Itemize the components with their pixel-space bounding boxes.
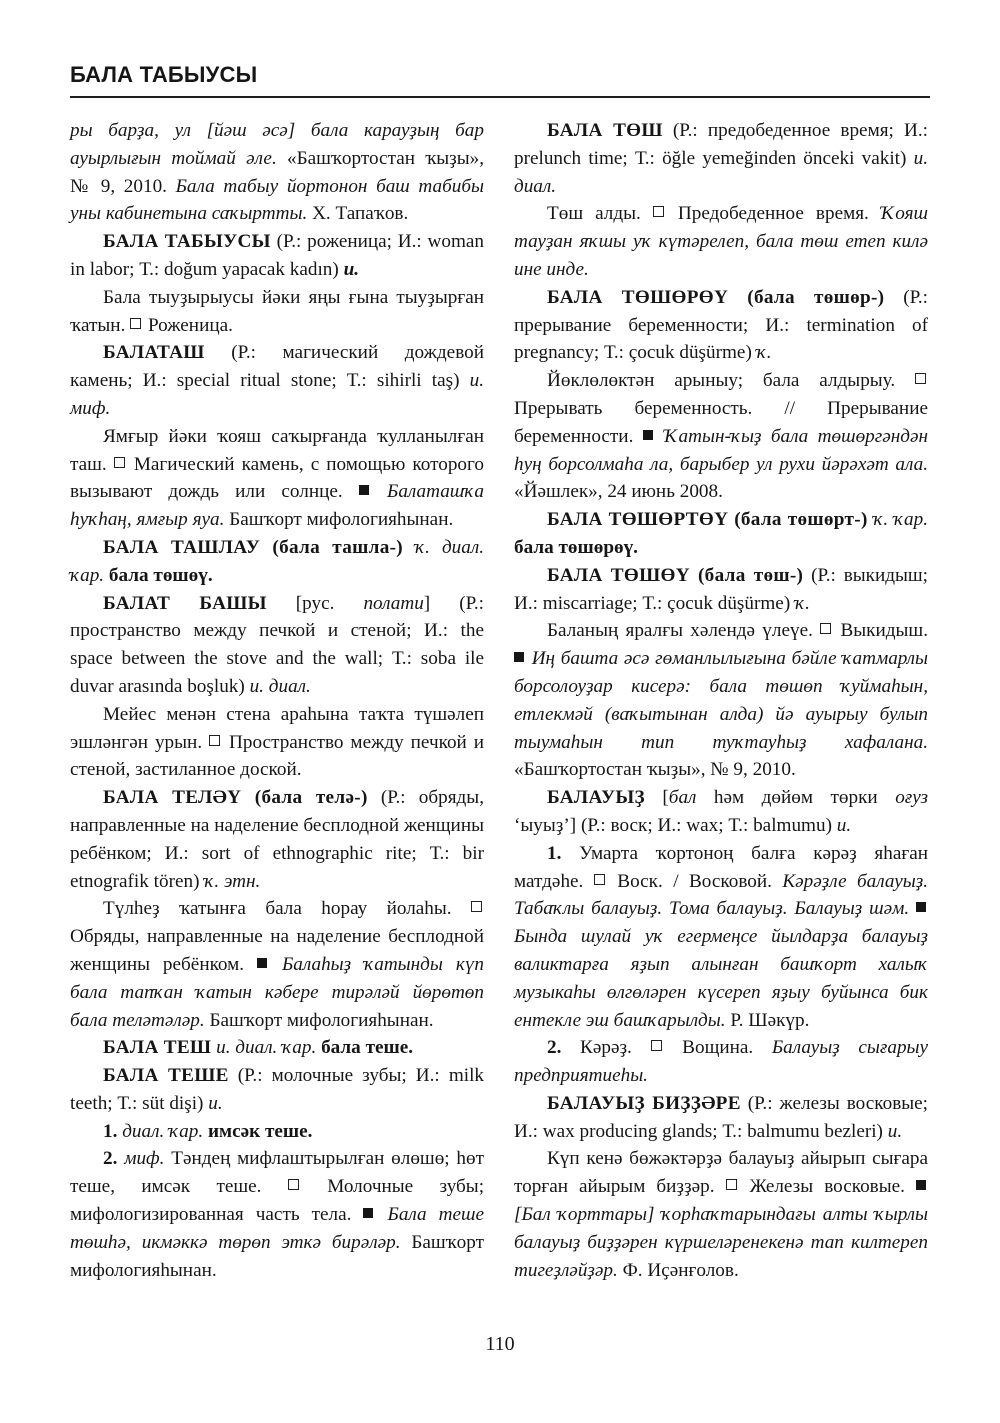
translation-marker-icon [651, 1040, 662, 1051]
entry-balatash [70, 339, 484, 422]
entry-text: Х. Тапаҡов. [312, 203, 409, 225]
entry-bala-teshe [70, 1062, 484, 1118]
entry-text: Түлһеҙ ҡатынға бала һорау йолаһы. [103, 898, 452, 920]
entry-text: бала теше. [321, 1037, 414, 1059]
entry-text: (Р.: роженица; И.: woman in labor; Т.: doğum yapacak kadın) [70, 231, 485, 280]
entry-text: Балаташҡа һуҡһаң, ямғыр яуа. [70, 481, 485, 531]
entry-text: 1. [547, 842, 562, 864]
entry-text: ҡ. этн. [204, 870, 261, 892]
entry-text: Железы восковые. [749, 1176, 905, 1198]
entry-text: Мейес менән стена араһына таҡта түшәлеп эшләнгән урын. [70, 703, 484, 753]
entry-text: Иң башта әсә гөманлылығына бәйле ҡатмарлы борсолоуҙар кисерә: бала төшөп ҡуймаһын, етлекмәй (ваҡытынан алда) йә ауырыу булып тыумаһын тип туҡтауһыҙ хафалана. [514, 648, 929, 753]
entry-text: Ҡатын-ҡыҙ бала төшөргәндән һуң борсолмаһа ла, барыбер ул рухи йәрәхәт ала. [514, 425, 929, 475]
entry-text: Умарта ҡортоноң балға кәрәҙ яһаған матдәһе. [514, 842, 929, 892]
entry-bala-toshoy [514, 562, 928, 618]
headword: БАЛА ТЕЛӘҮ (бала телә-) [103, 787, 368, 809]
entry-bala-toshoroy-example [514, 367, 928, 506]
headword: БАЛА ТЕШЕ [103, 1065, 229, 1087]
entry-text: и. [343, 258, 360, 280]
entry-text: 2. [103, 1148, 118, 1170]
entry-text: ҡ. [756, 342, 772, 364]
entry-balauyz [514, 784, 928, 840]
entry-text: Бала теше төшһә, икмәккә төрөп эткә бирәләр. [70, 1204, 485, 1253]
entry-bala-tosh-example [514, 200, 928, 283]
entry-bala-tashlau [70, 534, 484, 590]
entry-text: ҡ. ҡар. [873, 509, 928, 531]
entry-text: Молочные зубы; мифологизированная часть тела. [70, 1176, 485, 1226]
entry-balat-bashy [70, 590, 484, 701]
entry-balauyz-sense-2 [514, 1034, 928, 1090]
entry-text: Вощина. [682, 1037, 754, 1059]
entry-text: полати [363, 592, 424, 614]
entry-text: ] [423, 592, 431, 614]
entry-text: Воск. / Восковой. [617, 870, 772, 892]
translation-marker-icon [471, 901, 482, 912]
entry-bala-tesh [70, 1034, 484, 1062]
entry-bala-tabyusy [70, 228, 484, 284]
headword: БАЛАТ БАШЫ [103, 592, 267, 614]
entry-text: и. миф. [70, 370, 485, 419]
entry-bala-teshe-sense-2 [70, 1145, 484, 1284]
translation-marker-icon [726, 1179, 737, 1190]
entry-text: [Бал ҡорттары] ҡорһаҡтарындағы алты ҡырлы балауыҙ биҙҙәрен күршеләренекенә тап килтереп тигеҙләйҙәр. [514, 1204, 928, 1281]
headword: БАЛАТАШ [103, 342, 205, 364]
entry-balatash-example [70, 423, 484, 534]
entry-text: (Р.: выкидыш; И.: miscarriage; Т.: çocuk düşürme) [514, 564, 929, 614]
entry-bala-toshoy-example [514, 617, 928, 784]
entry-text: (Р.: пространство между печкой и стеной; И.: the space between the stove and the wall; Т.: soba ile duvar arasında boşluk) [70, 592, 484, 697]
entry-text: Прерывать беременность. // Прерывание беременности. [514, 397, 928, 447]
entry-text: бала төшөрөү. [514, 536, 638, 558]
entry-text: «Башҡортостан ҡыҙы», № 9, 2010. [70, 147, 484, 197]
entry-text: «Йәшлек», 24 июнь 2008. [514, 481, 723, 503]
headword: БАЛА ТӨШӨРТӨҮ (бала төшөрт-) [547, 509, 868, 531]
translation-marker-icon [288, 1179, 299, 1190]
entry-text: 1. [103, 1120, 118, 1142]
entry-text: [рус. [295, 592, 335, 614]
running-head: БАЛА ТАБЫУСЫ [70, 62, 258, 87]
entry-text: Пространство между печкой и стеной, застиланное доской. [70, 731, 485, 781]
entry-text: и. диал. ҡар. [216, 1037, 317, 1059]
entry-text: (Р.: предобеденное время; И.: prelunch time; Т.: öğle yemeğinden önceki vakit) [514, 120, 928, 169]
entry-text: и. [887, 1120, 903, 1142]
entry-text: бала төшөү. [108, 564, 213, 586]
entry-bala-tabyusy-example [70, 284, 484, 340]
entry-text: Балаһыҙ ҡатынды күп бала тапҡан ҡатын кәбере тирәләй йөрөтөп бала теләтәләр. [70, 953, 484, 1031]
headword: БАЛА ТАБЫУСЫ [103, 231, 271, 253]
entry-text: Кәрәҙ. [580, 1037, 632, 1059]
headword: БАЛА ТӨШӨҮ (бала төш-) [547, 564, 804, 586]
entry-balat-bashy-example [70, 701, 484, 784]
entry-text: Магический камень, с помощью которого вызывают дождь или солнце. [70, 453, 485, 503]
entry-bala-toshortoy [514, 506, 928, 562]
entry-text: Башҡорт мифологияһынан. [209, 1009, 434, 1031]
translation-marker-icon [114, 457, 125, 468]
entry-text: ҡ. [795, 592, 810, 614]
entry-text: Күп кенә бөжәктәрҙә балауыҙ айырып сығара торған айырым биҙҙәр. [514, 1148, 928, 1198]
entry-text: и. [836, 814, 852, 836]
entry-text: (Р.: молочные зубы; И.: milk teeth; Т.: süt dişi) [70, 1065, 485, 1114]
entry-text: 2. [547, 1037, 562, 1059]
entry-text: Йөклөлөктән арыныу; бала алдырыу. [547, 370, 896, 392]
left-column [70, 117, 484, 1284]
entry-text: Тәндең мифлаштырылған өлөшө; һөт теше, имсәк теше. [70, 1148, 485, 1198]
entry-balauyz-bizzare-example [514, 1145, 928, 1284]
entry-text: ры барҙа, ул [йәш әсә] бала карауҙың бар ауырлығын тоймай әле. [70, 120, 484, 169]
entry-text: диал. ҡар. [122, 1120, 204, 1142]
entry-text: «Башҡортостан ҡыҙы», № 9, 2010. [514, 759, 796, 781]
continued-entry [70, 117, 484, 228]
headword: БАЛАУЫҘ БИҘҘӘРЕ [547, 1092, 741, 1114]
entry-bala-telau-example [70, 895, 484, 1034]
headword: БАЛАУЫҘ [547, 787, 645, 809]
translation-marker-icon [130, 318, 141, 329]
entry-text: Бала табыу йортонон баш табибы уны кабинетына саҡыртты. [70, 175, 484, 225]
entry-text: имсәк теше. [207, 1120, 313, 1142]
entry-text: Балауыҙ сығарыу предприятиеһы. [514, 1037, 929, 1087]
example-marker-icon [257, 958, 267, 968]
entry-text: Бында шулай уҡ егермеңсе йылдарҙа балауыҙ валиктарға яҙып алынған башҡорт халыҡ музыкаһы өлгөләрен күсереп яҙыу буйынса бик ентекле эш башҡарылды. [514, 926, 928, 1031]
entry-text: (Р.: воск; И.: wax; Т.: balmumu) [580, 814, 832, 836]
entry-text: Выкидыш. [840, 620, 928, 642]
entry-text: (Р.: обряды, направленные на наделение бесплодной женщины ребёнком; И.: sort of ethnographic rite; Т.: bir etnografik tören) [70, 787, 484, 892]
example-marker-icon [643, 430, 653, 440]
headword: БАЛА ТӨШ [547, 120, 663, 141]
entry-text: Башҡорт мифологияһынан. [70, 1231, 484, 1281]
entry-text: ‘ыуыҙ’] [514, 814, 577, 836]
entry-text: Роженица. [147, 314, 233, 336]
example-marker-icon [916, 1180, 926, 1190]
translation-marker-icon [594, 874, 605, 885]
entry-text: Кәрәҙле балауыҙ. Табаҡлы балауыҙ. Тома балауыҙ. Балауыҙ шәм. [514, 870, 929, 920]
entry-bala-tosh [514, 117, 928, 200]
entry-bala-toshoroy [514, 284, 928, 367]
entry-text: Баланың яралғы хәлендә үлеүе. [547, 620, 813, 642]
entry-text: Бала тыуҙырыусы йәки яңы ғына тыуҙырған ҡатын. [70, 286, 484, 336]
translation-marker-icon [653, 206, 664, 217]
example-marker-icon [363, 1208, 373, 1218]
entry-text: Башҡорт мифологияһынан. [229, 509, 454, 531]
entry-text: и. диал. [249, 675, 311, 697]
entry-text: (Р.: магический дождевой камень; И.: special ritual stone; Т.: sihirli taş) [70, 342, 484, 392]
entry-bala-teshe-sense-1 [70, 1118, 484, 1146]
right-column [514, 117, 928, 1284]
entry-text: миф. [124, 1148, 165, 1170]
entry-balauyz-bizzare [514, 1090, 928, 1146]
translation-marker-icon [820, 623, 831, 634]
entry-text: Обряды, направленные на наделение бесплодной женщины ребёнком. [70, 926, 484, 975]
entry-text: и. диал. [514, 147, 928, 197]
headword: БАЛА ТАШЛАУ (бала ташла-) [103, 536, 403, 558]
example-marker-icon [916, 902, 926, 912]
entry-text: Р. Шәкүр. [730, 1009, 810, 1031]
entry-text: Ямғыр йәки ҡояш саҡырғанда ҡулланылған таш. [70, 425, 484, 475]
entry-text: и. [208, 1092, 223, 1114]
entry-text: (Р.: железы восковые; И.: wax producing glands; Т.: balmumu bezleri) [514, 1092, 928, 1142]
headword: БАЛА ТЕШ [103, 1037, 212, 1059]
entry-text: Төш алды. [547, 203, 641, 225]
entry-text: һәм дөйөм төрки [713, 787, 878, 809]
entry-text: бал [668, 787, 697, 809]
translation-marker-icon [209, 735, 220, 746]
entry-text: Предобеденное время. [677, 203, 869, 225]
headword: БАЛА ТӨШӨРӨҮ (бала төшөр-) [547, 286, 885, 308]
header-rule [70, 96, 930, 98]
entry-bala-telau [70, 784, 484, 895]
entry-text: Ҡояш тауҙан яҡшы уҡ күтәрелеп, бала төш етеп килә ине инде. [514, 203, 929, 280]
translation-marker-icon [915, 373, 926, 384]
page-number: 110 [485, 1333, 515, 1355]
example-marker-icon [359, 485, 369, 495]
entry-text: Ф. Иҫәнғолов. [622, 1259, 739, 1281]
entry-text: оғуз [895, 787, 929, 809]
example-marker-icon [514, 652, 524, 662]
entry-text: ҡ. диал. ҡар. [70, 536, 485, 586]
entry-text: (Р.: прерывание беременности; И.: termination of pregnancy; Т.: çocuk düşürme) [514, 286, 928, 364]
entry-text: [ [662, 787, 669, 809]
entry-balauyz-sense-1 [514, 840, 928, 1035]
